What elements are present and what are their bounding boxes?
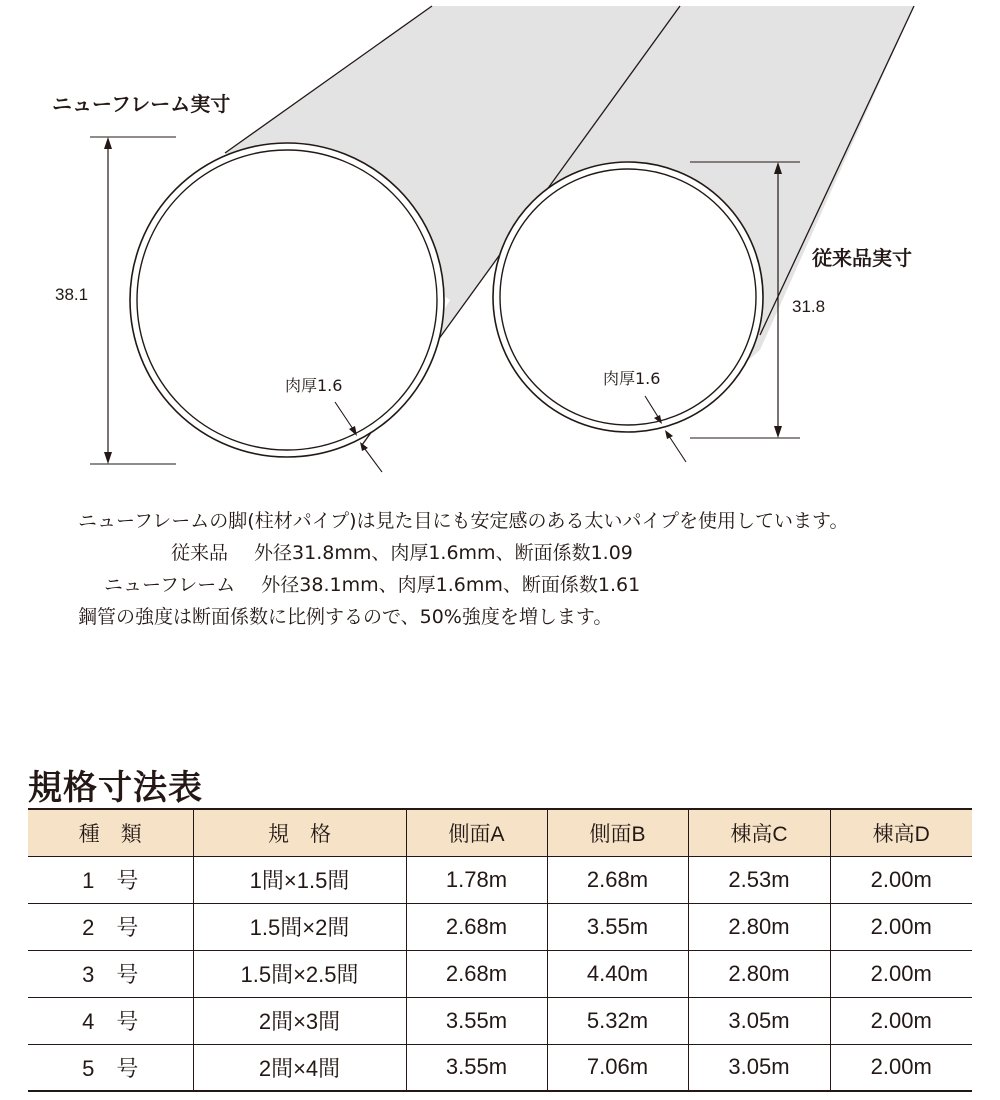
- kind-number: 3: [82, 962, 95, 987]
- ridge-c-cell: 2.80m: [688, 903, 830, 950]
- conventional-label: 従来品実寸: [812, 246, 912, 270]
- ridge-c-cell: 3.05m: [688, 1044, 830, 1091]
- conventional-name: 従来品: [171, 542, 229, 564]
- side-a-cell: 3.55m: [406, 997, 547, 1044]
- side-b-cell: 5.32m: [547, 997, 688, 1044]
- table-header-row: [28, 809, 972, 856]
- table-title: 規格寸法表: [28, 768, 203, 808]
- side-a-cell: 2.68m: [406, 950, 547, 997]
- kind-number: 1: [82, 868, 95, 893]
- description-block: [78, 505, 993, 633]
- kind-suffix: 号: [116, 868, 139, 893]
- ridge-d-cell: 2.00m: [830, 1044, 972, 1091]
- header-side-a: 側面A: [406, 809, 547, 856]
- side-b-cell: 4.40m: [547, 950, 688, 997]
- side-b-cell: 2.68m: [547, 856, 688, 903]
- spec-cell: 1.5間×2.5間: [193, 950, 406, 997]
- spec-table: [28, 808, 972, 1092]
- new-frame-name: ニューフレーム: [104, 574, 236, 596]
- new-diameter-value: 38.1: [55, 285, 89, 304]
- side-a-cell: 2.68m: [406, 903, 547, 950]
- kind-suffix: 号: [116, 1055, 139, 1081]
- header-ridge-c: 棟高C: [688, 809, 830, 856]
- kind-suffix: 号: [116, 962, 139, 987]
- table-row: [28, 903, 972, 950]
- spec-cell: 2間×3間: [193, 997, 406, 1044]
- ridge-c-cell: 3.05m: [688, 997, 830, 1044]
- conventional-thickness-label: 肉厚1.6: [603, 369, 661, 388]
- header-ridge-d: 棟高D: [830, 809, 972, 856]
- side-b-cell: 3.55m: [547, 903, 688, 950]
- description-line-4: 鋼管の強度は断面係数に比例するので、50%強度を増します。: [78, 606, 613, 628]
- table-row: [28, 997, 972, 1044]
- table-row: [28, 1044, 972, 1091]
- pipe-comparison-diagram: [0, 0, 1000, 480]
- kind-number: 5: [82, 1055, 95, 1081]
- side-b-cell: 7.06m: [547, 1044, 688, 1091]
- table-row: [28, 856, 972, 903]
- header-kind: 種 類: [28, 809, 193, 856]
- ridge-d-cell: 2.00m: [830, 997, 972, 1044]
- side-a-cell: 3.55m: [406, 1044, 547, 1091]
- ridge-d-cell: 2.00m: [830, 903, 972, 950]
- header-side-b: 側面B: [547, 809, 688, 856]
- conventional-diameter-value: 31.8: [792, 297, 826, 316]
- spec-cell: 1.5間×2間: [193, 903, 406, 950]
- ridge-d-cell: 2.00m: [830, 856, 972, 903]
- kind-number: 2: [82, 915, 95, 940]
- kind-suffix: 号: [116, 915, 139, 940]
- side-a-cell: 1.78m: [406, 856, 547, 903]
- new-frame-label: ニューフレーム実寸: [52, 92, 231, 116]
- kind-suffix: 号: [116, 1009, 139, 1034]
- kind-number: 4: [82, 1009, 95, 1034]
- kind-cell: [28, 903, 193, 950]
- kind-cell: [28, 950, 193, 997]
- new-frame-spec: 外径38.1mm、肉厚1.6mm、断面係数1.61: [261, 574, 641, 596]
- header-spec: 規 格: [193, 809, 406, 856]
- description-line-2: [78, 537, 993, 569]
- new-thickness-label: 肉厚1.6: [285, 376, 343, 395]
- spec-cell: 1間×1.5間: [193, 856, 406, 903]
- description-line-3: [78, 569, 993, 601]
- kind-cell: [28, 1044, 193, 1091]
- table-row: [28, 950, 972, 997]
- pipe-diagram-graphic: [0, 0, 1000, 480]
- ridge-d-cell: 2.00m: [830, 950, 972, 997]
- ridge-c-cell: 2.53m: [688, 856, 830, 903]
- description-line-1: ニューフレームの脚(柱材パイプ)は見た目にも安定感のある太いパイプを使用しています。: [78, 510, 849, 532]
- ridge-c-cell: 2.80m: [688, 950, 830, 997]
- spec-cell: 2間×4間: [193, 1044, 406, 1091]
- conventional-spec: 外径31.8mm、肉厚1.6mm、断面係数1.09: [254, 542, 633, 564]
- kind-cell: [28, 856, 193, 903]
- kind-cell: [28, 997, 193, 1044]
